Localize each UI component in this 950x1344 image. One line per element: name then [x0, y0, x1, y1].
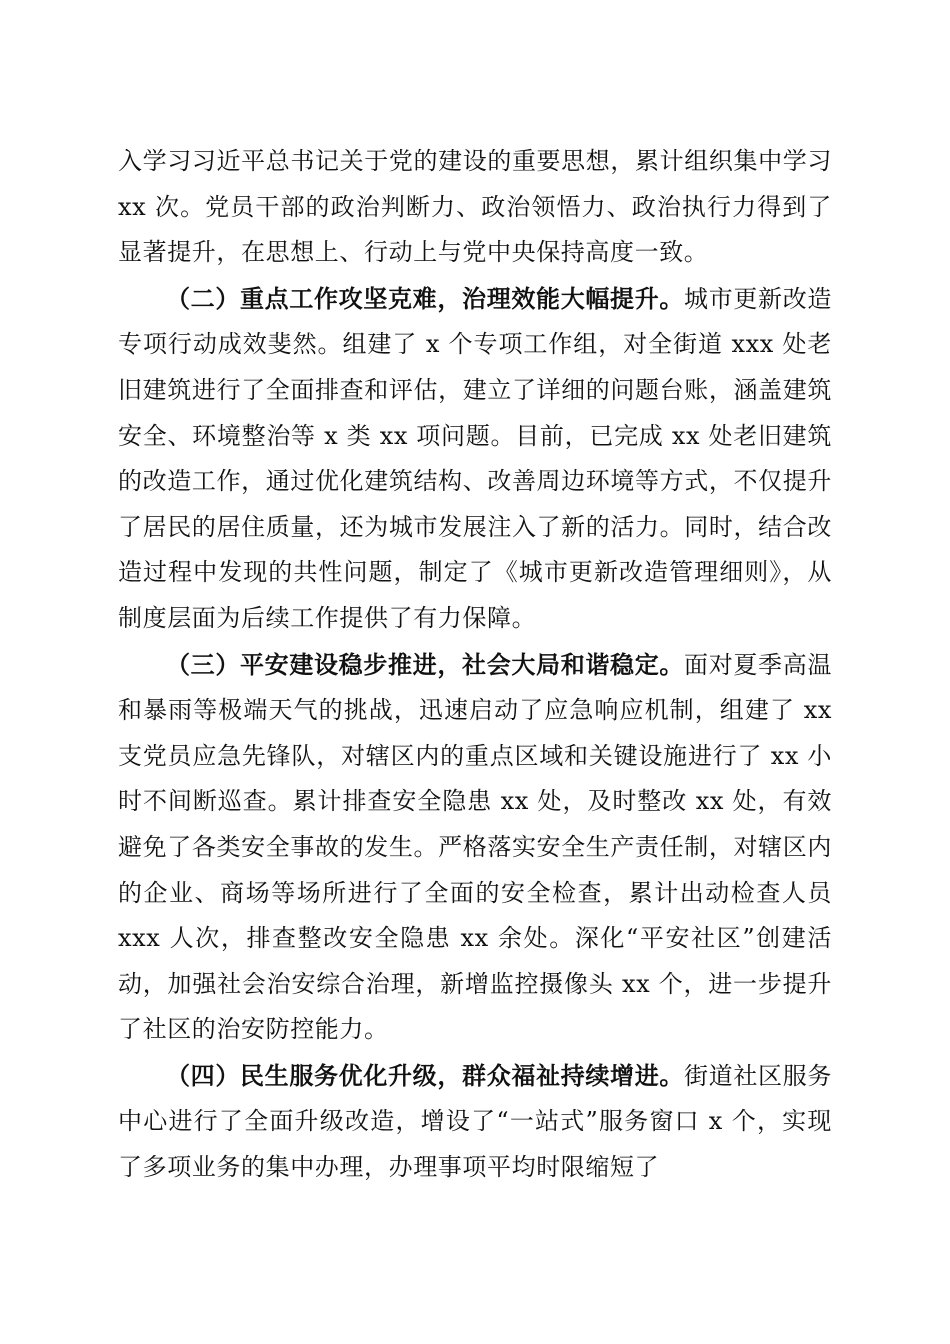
paragraph-4-body: 街道社区服务中心进行了全面升级改造，增设了“一站式”服务窗口 x 个，实现了多项业务的集中办理，办理事项平均时限缩短了 [118, 1061, 832, 1182]
paragraph-4-heading: （四）民生服务优化升级，群众福祉持续增进。 [166, 1060, 685, 1090]
paragraph-1 [118, 139, 832, 276]
paragraph-1-body: 入学习习近平总书记关于党的建设的重要思想，累计组织集中学习 xx 次。党员干部的政治判断力、政治领悟力、政治执行力得到了显著提升，在思想上、行动上与党中央保持高度一致。 [118, 147, 832, 267]
paragraph-3-heading: （三）平安建设稳步推进，社会大局和谐稳定。 [166, 649, 685, 679]
paragraph-2 [118, 276, 832, 642]
paragraph-3 [118, 642, 832, 1053]
paragraph-2-heading: （二）重点工作攻坚克难，治理效能大幅提升。 [166, 283, 685, 313]
paragraph-2-body: 城市更新改造专项行动成效斐然。组建了 x 个专项工作组，对全街道 xxx 处老旧建筑进行了全面排查和评估，建立了详细的问题台账，涵盖建筑安全、环境整治等 x 类 xx 项问题。目前，已完成 xx 处老旧建筑的改造工作，通过优化建筑结构、改善周边环境等方式，不仅提升了居民的居住质量，还为城市发展注入了新的活力。同时，结合改造过程中发现的共性问题，制定了《城市更新改造管理细则》，从制度层面为后续工作提供了有力保障。 [118, 284, 832, 632]
paragraph-4 [118, 1053, 832, 1191]
document-page [118, 139, 832, 1191]
paragraph-3-body: 面对夏季高温和暴雨等极端天气的挑战，迅速启动了应急响应机制，组建了 xx 支党员应急先锋队，对辖区内的重点区域和关键设施进行了 xx 小时不间断巡查。累计排查安全隐患 xx 处，及时整改 xx 处，有效避免了各类安全事故的发生。严格落实安全生产责任制，对辖区内的企业、商场等场所进行了全面的安全检查，累计出动检查人员 xxx 人次，排查整改安全隐患 xx 余处。深化“平安社区”创建活动，加强社会治安综合治理，新增监控摄像头 xx 个，进一步提升了社区的治安防控能力。 [118, 650, 832, 1044]
